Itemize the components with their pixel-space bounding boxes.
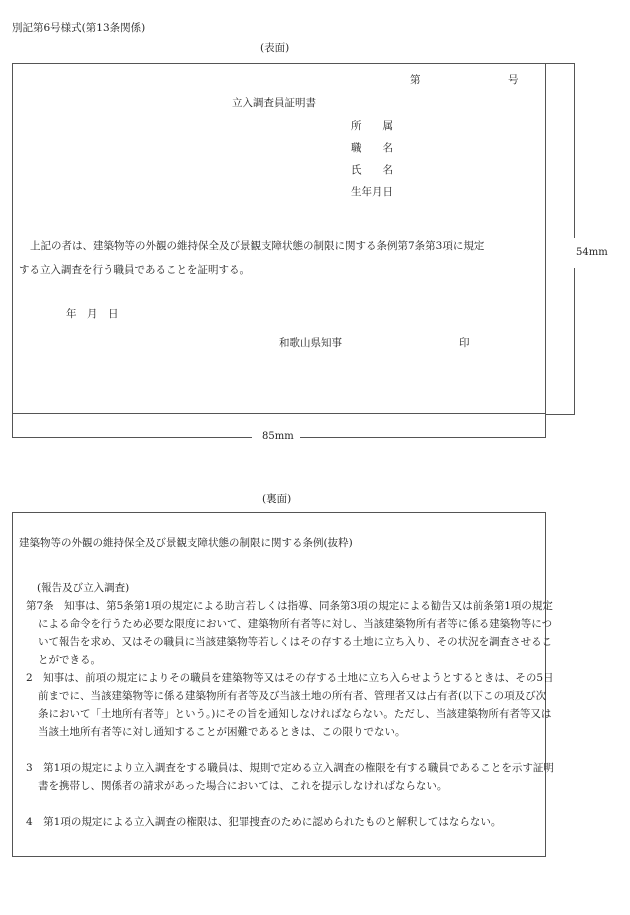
height-label: 54mm [576, 247, 608, 258]
issuer-name: 和歌山県知事 [279, 337, 342, 349]
certification-line-2: する立入調査を行う職員であることを証明する。 [19, 264, 250, 276]
back-side-label: (裏面) [262, 493, 292, 505]
certificate-title: 立入調査員証明書 [232, 97, 316, 109]
width-dim-right-line [300, 437, 546, 438]
article-7-paragraph-4: 4 第1項の規定による立入調査の権限は、犯罪捜査のために認められたものと解釈してはならない。 [26, 816, 502, 828]
article-7-paragraph-3: 3 第1項の規定により立入調査をする職員は、規則で定める立入調査の権限を有する職員であることを示す証明書を携帯し、関係者の請求があった場合においては、これを提示しなければならない。 [26, 762, 554, 792]
form-reference: 別記第6号様式(第13条関係) [12, 22, 146, 34]
field-position: 職 名 [351, 142, 393, 154]
height-dim-lower-line [574, 268, 575, 415]
seal-mark: 印 [459, 337, 470, 349]
width-dim-right [545, 414, 546, 438]
number-dai: 第 [410, 74, 421, 86]
law-title: 建築物等の外観の維持保全及び景観支障状態の制限に関する条例(抜粋) [19, 537, 353, 549]
article-7-paragraph-2: 2 知事は、前項の規定によりその職員を建築物等又はその存する土地に立ち入らせようとするときは、その5日前までに、当該建築物等に係る建築物所有者等及び当該土地の所有者、管理者又は占有者(以下この項及び次条において「土地所有者等」という。)にその旨を通知しなければならない。ただし、当該建築物所有者等又は当該土地所有者等に対し通知することが困難であるときは、この限りでない。 [26, 672, 554, 738]
height-dim-bottom [546, 414, 575, 415]
height-dim-upper-line [574, 63, 575, 238]
width-label: 85mm [262, 431, 294, 442]
certification-line-1: 上記の者は、建築物等の外観の維持保全及び景観支障状態の制限に関する条例第7条第3項に規定 [30, 240, 485, 252]
field-name: 氏 名 [351, 164, 393, 176]
issue-date: 年 月 日 [66, 308, 119, 320]
front-side-label: (表面) [260, 42, 290, 54]
width-dim-left-line [12, 437, 252, 438]
number-go: 号 [508, 74, 519, 86]
section-heading: (報告及び立入調査) [37, 582, 130, 594]
article-7-paragraph-1: 第7条 知事は、第5条第1項の規定による助言若しくは指導、同条第3項の規定による勧告又は前条第1項の規定による命令を行うため必要な限度において、建築物所有者等に対し、当該建築物所有者等に係る建築物等について報告を求め、又はその職員に当該建築物等若しくはその存する土地に立ち入り、その状況を調査させることができる。 [26, 600, 553, 666]
width-dim-left [12, 414, 13, 438]
height-dim-top [546, 63, 575, 64]
field-birthdate: 生年月日 [351, 186, 393, 198]
field-affiliation: 所 属 [351, 120, 393, 132]
